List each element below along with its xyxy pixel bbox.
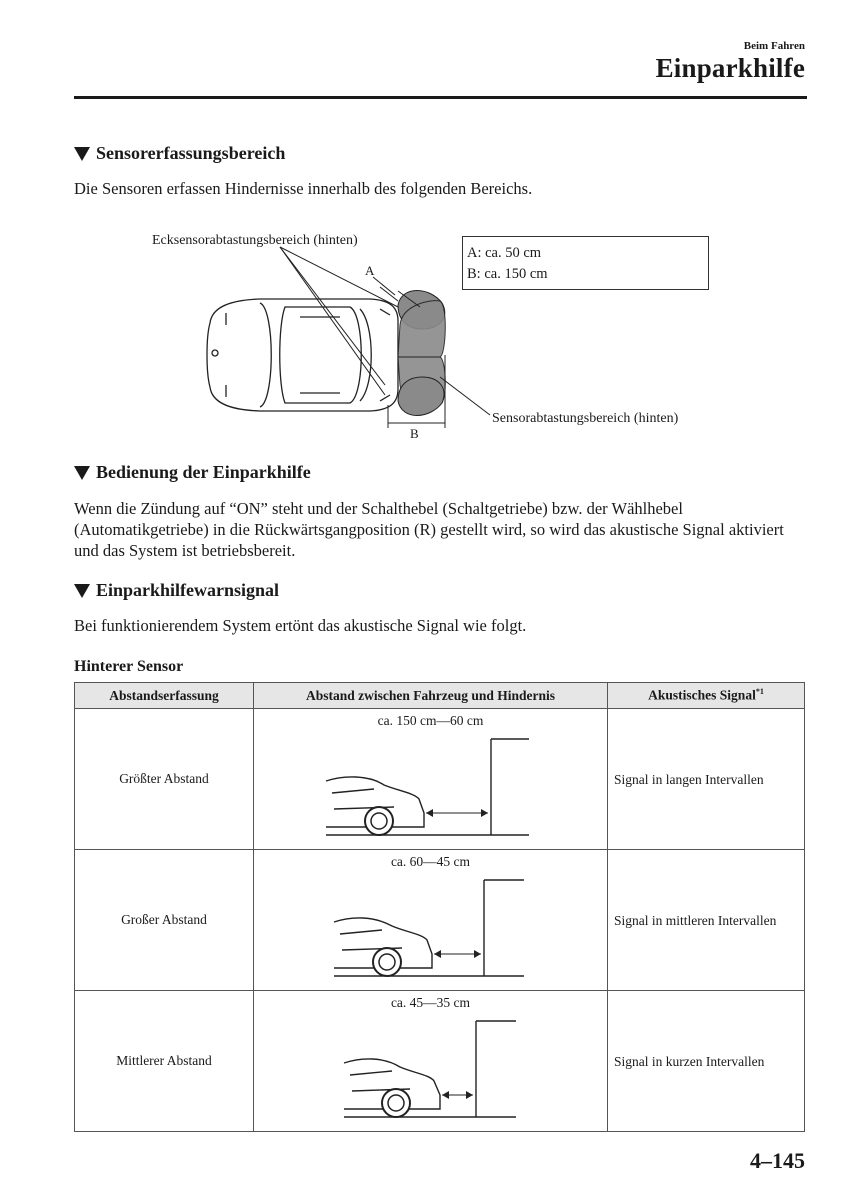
- label-b: B: [410, 426, 419, 441]
- section-label: Beim Fahren: [743, 40, 805, 52]
- detection-cell: Größter Abstand: [75, 709, 254, 850]
- header-signal: [608, 683, 805, 709]
- distance-range: ca. 45—35 cm: [390, 995, 471, 1010]
- footnote-marker: *1: [755, 687, 764, 697]
- triangle-bullet-icon: [74, 466, 90, 480]
- heading-text: Bedienung der Einparkhilfe: [96, 462, 311, 482]
- label-a: A: [365, 263, 375, 278]
- header-detection: Abstandserfassung: [75, 683, 254, 709]
- legend-b: B: ca. 150 cm: [467, 266, 548, 282]
- table-header-row: [75, 683, 805, 709]
- signal-cell: Signal in langen Intervallen: [608, 709, 805, 850]
- paragraph-operation: Wenn die Zündung auf “ON” steht und der Schalthebel (Schaltgetriebe) bzw. der Wählhebel (Automatikgetriebe) in die Rückwärtsgangposition (R) gestellt wird, so wird das akustische Signal aktiviert und das System ist betriebsbereit.: [74, 499, 784, 560]
- heading-operation: [74, 462, 311, 483]
- table-row: [75, 991, 805, 1132]
- corner-sensor-label: Ecksensorabtastungsbereich (hinten): [152, 233, 358, 248]
- signal-cell: Signal in kurzen Intervallen: [608, 991, 805, 1132]
- triangle-bullet-icon: [74, 584, 90, 598]
- page-title: Einparkhilfe: [655, 53, 805, 83]
- table-row: [75, 709, 805, 850]
- distance-cell: [254, 991, 608, 1132]
- detection-cell: Mittlerer Abstand: [75, 991, 254, 1132]
- heading-text: Sensorerfassungsbereich: [96, 143, 286, 163]
- car-obstacle-illustration: [254, 850, 607, 986]
- header-rule: [74, 96, 807, 99]
- distance-range: ca. 60—45 cm: [390, 854, 471, 869]
- distance-cell: [254, 709, 608, 850]
- page-number: 4–145: [750, 1148, 805, 1173]
- legend-a: A: ca. 50 cm: [467, 245, 542, 261]
- paragraph-sensor-range: Die Sensoren erfassen Hindernisse innerhalb des folgenden Bereichs.: [74, 179, 533, 198]
- paragraph-warning-signal: Bei funktionierendem System ertönt das akustische Signal wie folgt.: [74, 616, 527, 635]
- range-legend: [462, 236, 709, 290]
- heading-warning-signal: [74, 580, 279, 601]
- car-obstacle-illustration: [254, 709, 607, 845]
- table-title: Hinterer Sensor: [74, 658, 184, 675]
- header-distance: Abstand zwischen Fahrzeug und Hindernis: [254, 683, 608, 709]
- heading-sensor-range: [74, 143, 285, 164]
- heading-text: Einparkhilfewarnsignal: [96, 580, 280, 600]
- detection-cell: Großer Abstand: [75, 850, 254, 991]
- table-row: [75, 850, 805, 991]
- signal-cell: Signal in mittleren Intervallen: [608, 850, 805, 991]
- rear-sensor-label: Sensorabtastungsbereich (hinten): [492, 411, 679, 426]
- triangle-bullet-icon: [74, 147, 90, 161]
- corner-sensor-zone-bottom: [398, 377, 444, 416]
- distance-range: ca. 150 cm—60 cm: [377, 713, 484, 728]
- header-signal-text: Akustisches Signal: [648, 687, 756, 703]
- rear-sensor-table: [74, 682, 805, 1132]
- car-obstacle-illustration: [254, 991, 607, 1127]
- distance-cell: [254, 850, 608, 991]
